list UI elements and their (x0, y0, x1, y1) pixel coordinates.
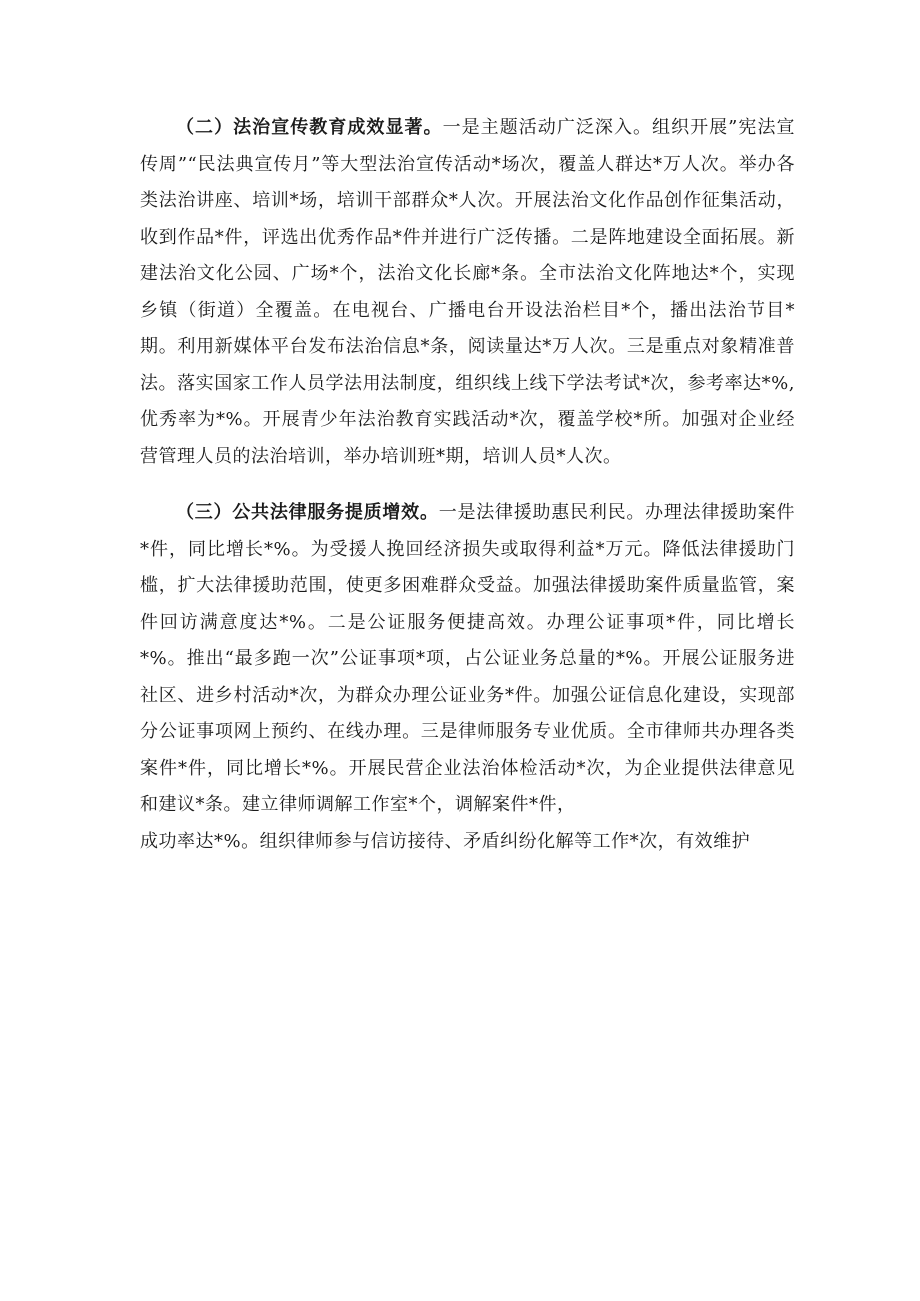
document-body (140, 110, 795, 860)
paragraph-public-legal-service (140, 495, 795, 824)
paragraph-legal-publicity (140, 110, 795, 475)
section-heading-public-legal-service: （三）公共法律服务提质增效。 (176, 502, 439, 523)
paragraph-text: 一是主题活动广泛深入。组织开展”宪法宣传周”“民法典宣传月”等大型法治宣传活动*场次，覆盖人群达*万人次。举办各类法治讲座、培训*场，培训干部群众*人次。开展法治文化作品创作征集活动，收到作品*件，评选出优秀作品*件并进行广泛传播。二是阵地建设全面拓展。新建法治文化公园、广场*个，法治文化长廊*条。全市法治文化阵地达*个，实现乡镇（街道）全覆盖。在电视台、广播电台开设法治栏目*个，播出法治节目*期。利用新媒体平台发布法治信息*条，阅读量达*万人次。三是重点对象精准普法。落实国家工作人员学法用法制度，组织线上线下学法考试*次，参考率达*%,优秀率为*%。开展青少年法治教育实践活动*次，覆盖学校*所。加强对企业经营管理人员的法治培训，举办培训班*期，培训人员*人次。 (140, 117, 796, 467)
trailing-text-line: 成功率达*%。组织律师参与信访接待、矛盾纠纷化解等工作*次，有效维护 (140, 830, 751, 852)
paragraph-text: 一是法律援助惠民利民。办理法律援助案件*件，同比增长*%。为受援人挽回经济损失或取得利益*万元。降低法律援助门槛，扩大法律援助范围，使更多困难群众受益。加强法律援助案件质量监管，案件回访满意度达*%。二是公证服务便捷高效。办理公证事项*件，同比增长*%。推出“最多跑一次”公证事项*项，占公证业务总量的*%。开展公证服务进社区、进乡村活动*次，为群众办理公证业务*件。加强公证信息化建设，实现部分公证事项网上预约、在线办理。三是律师服务专业优质。全市律师共办理各类案件*件，同比增长*%。开展民营企业法治体检活动*次，为企业提供法律意见和建议*条。建立律师调解工作室*个，调解案件*件， (140, 502, 795, 815)
section-heading-legal-publicity: （二）法治宣传教育成效显著。 (176, 117, 443, 138)
